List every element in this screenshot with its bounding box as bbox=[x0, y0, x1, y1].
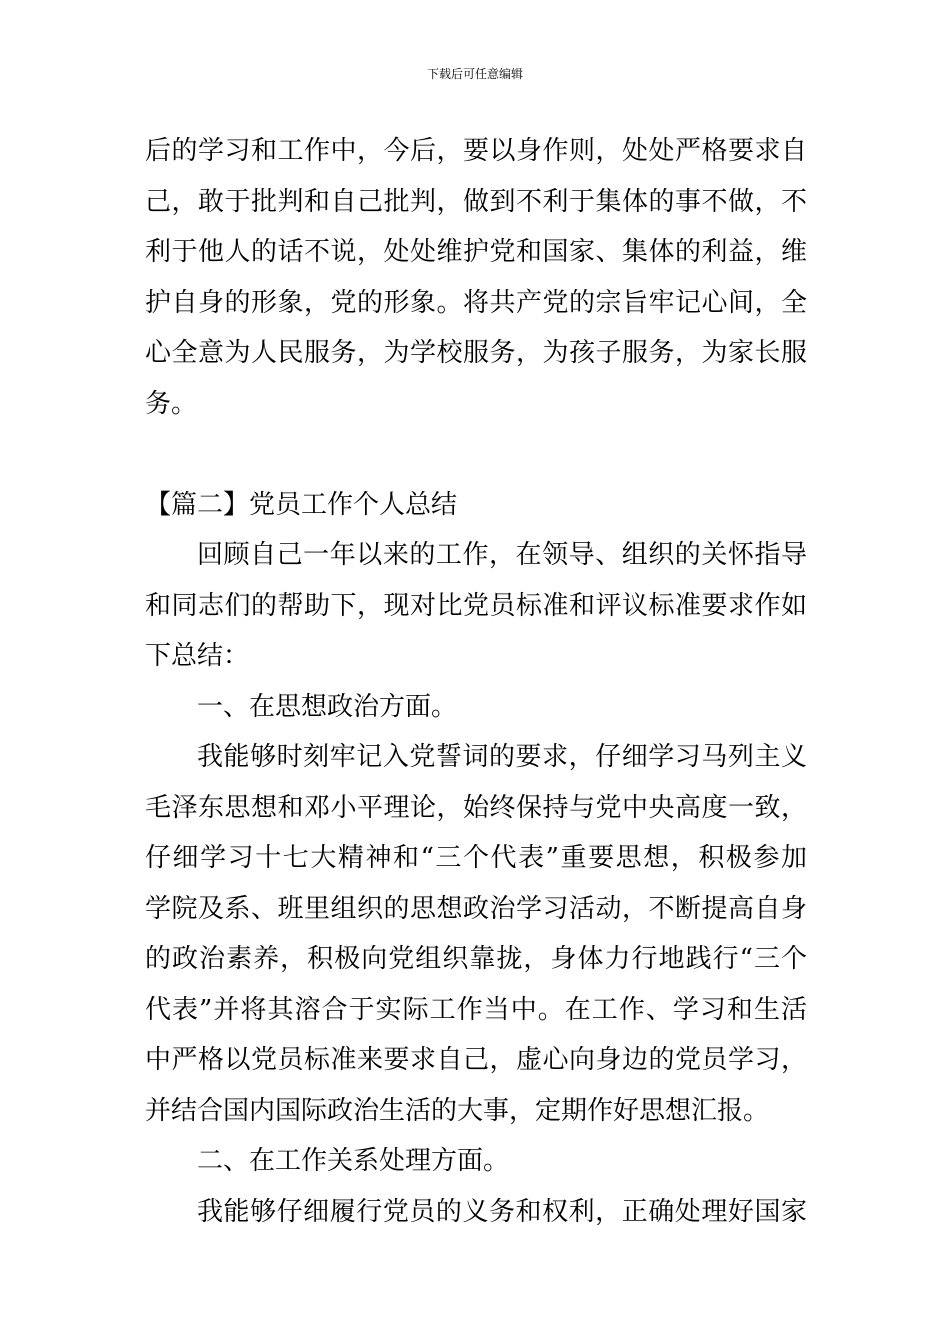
section-title: 【篇二】党员工作个人总结 bbox=[145, 489, 458, 520]
text-line: 和同志们的帮助下，现对比党员标准和评议标准要求作如 bbox=[145, 590, 807, 621]
paragraph bbox=[145, 1187, 807, 1238]
paragraph bbox=[145, 126, 807, 429]
text-line: 回顾自己一年以来的工作，在领导、组织的关怀指导 bbox=[197, 540, 807, 570]
text-line: 并结合国内国际政治生活的大事，定期作好思想汇报。 bbox=[145, 1095, 770, 1126]
text-line: 的政治素养，积极向党组织靠拢，身体力行地践行“三个 bbox=[145, 944, 807, 974]
text-line: 我能够仔细履行党员的义务和权利，正确处理好国家 bbox=[197, 1196, 807, 1227]
text-line: 后的学习和工作中，今后，要以身作则，处处严格要求自 bbox=[145, 136, 807, 166]
paragraph-gap bbox=[145, 429, 807, 480]
text-line: 学院及系、班里组织的思想政治学习活动，不断提高自身 bbox=[145, 893, 807, 924]
text-line: 护自身的形象，党的形象。将共产党的宗旨牢记心间，全 bbox=[145, 287, 807, 318]
text-line: 己，敢于批判和自己批判，做到不利于集体的事不做，不 bbox=[145, 186, 807, 217]
paragraph bbox=[145, 732, 807, 1136]
text-line: 利于他人的话不说，处处维护党和国家、集体的利益，维 bbox=[145, 237, 807, 267]
text-line: 我能够时刻牢记入党誓词的要求，仔细学习马列主义 bbox=[197, 742, 807, 772]
text-line: 毛泽东思想和邓小平理论，始终保持与党中央高度一致， bbox=[145, 792, 807, 823]
subheading: 二、在工作关系处理方面。 bbox=[197, 1146, 510, 1176]
text-line: 仔细学习十七大精神和“三个代表”重要思想，积极参加 bbox=[145, 843, 807, 873]
subheading: 一、在思想政治方面。 bbox=[197, 691, 458, 722]
paragraph bbox=[145, 530, 807, 682]
text-line: 下总结： bbox=[145, 641, 250, 671]
text-line: 代表”并将其溶合于实际工作当中。在工作、学习和生活 bbox=[145, 994, 807, 1025]
text-line: 务。 bbox=[145, 388, 198, 419]
document-body bbox=[145, 126, 807, 1237]
page-header: 下载后可任意编辑 bbox=[426, 67, 523, 81]
text-line: 中严格以党员标准来要求自己，虚心向身边的党员学习， bbox=[145, 1045, 807, 1075]
text-line: 心全意为人民服务，为学校服务，为孩子服务，为家长服 bbox=[145, 338, 807, 368]
